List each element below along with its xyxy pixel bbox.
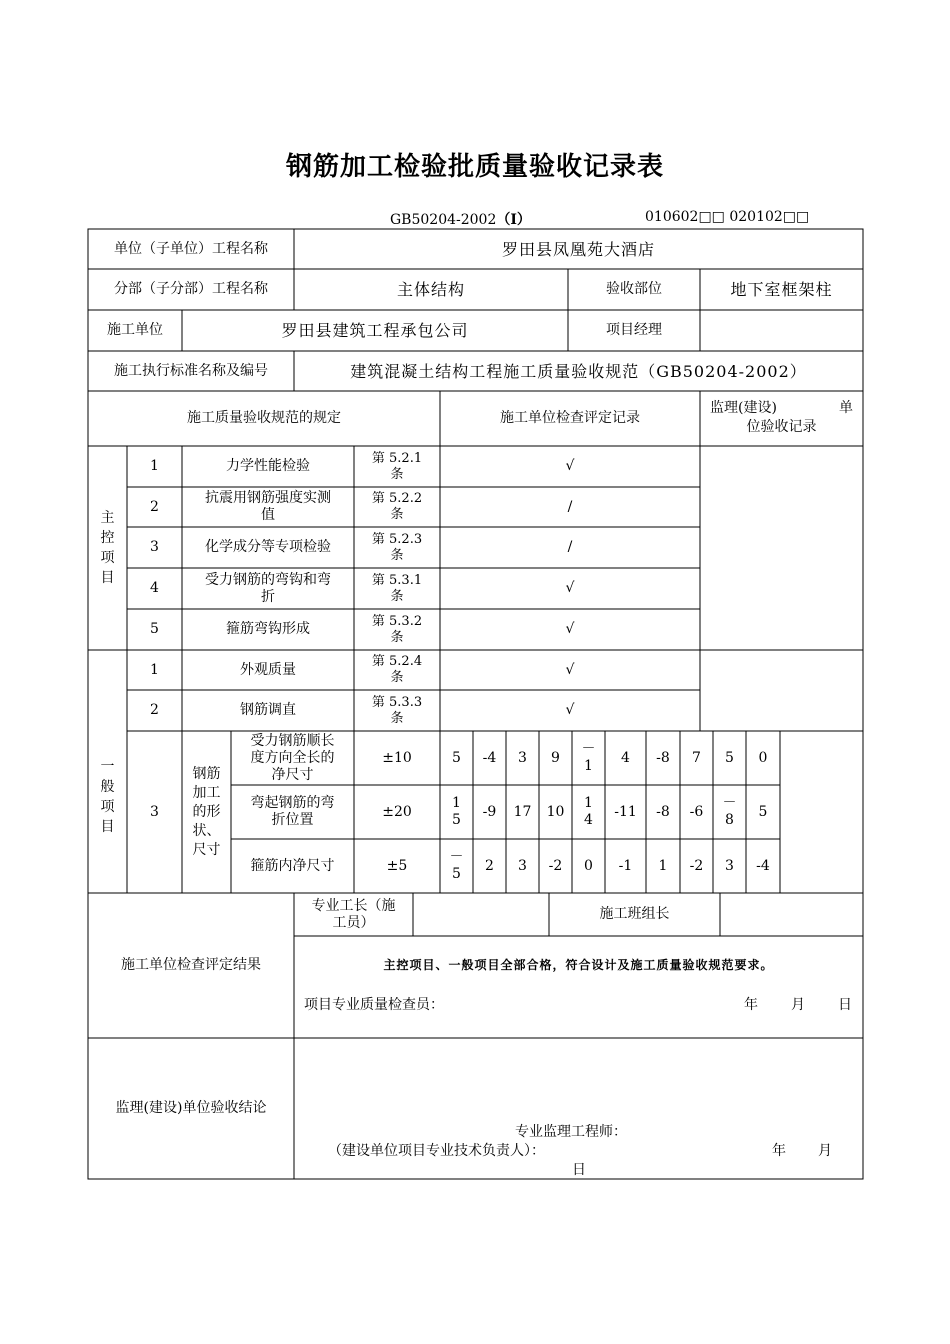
sub-value: 主体结构 [396,280,465,299]
part-value: 地下室框架柱 [730,280,833,299]
clause-line: 条 [390,466,404,482]
name-line: 受力钢筋的弯钩和弯 [205,571,331,588]
std-value: 建筑混凝土结构工程施工质量验收规范（GB50204-2002） [350,361,807,381]
dim-value-cell: -4 [756,857,770,874]
unit-label: 单位（子单位）工程名称 [114,240,268,257]
general-group-char: 项 [100,798,115,815]
result-day: 日 [838,996,852,1013]
main-item-result: / [567,539,573,555]
general-item-name: 外观质量 [240,661,296,678]
clause-line: 第 5.3.1 [371,572,423,588]
dim-value-cell: 3 [725,857,734,874]
main-item-name [182,487,354,527]
dim-value-cell: 4 [621,749,630,766]
main-item-name: 力学性能检验 [226,458,310,474]
foreman-label [294,893,413,936]
col-supervisor-c: 位验收记录 [746,419,817,435]
dim-item-group [182,731,231,893]
name-line: 净尺寸 [271,767,314,783]
col-supervisor [700,399,863,437]
unit-value: 罗田县凤凰苑大酒店 [501,239,655,259]
main-item-no: 1 [150,458,159,474]
supervision-year: 年 [772,1142,786,1159]
form-code: 010602□□ 020102□□ [645,209,810,225]
col-spec: 施工质量验收规范的规定 [187,410,341,426]
supervision-label: 监理(建设)单位验收结论 [115,1100,267,1116]
main-item-result: √ [565,458,575,474]
general-group-char: 一 [100,758,115,775]
dim-item-no: 3 [150,803,159,820]
main-item-name [182,568,354,609]
dim-value-cell: 17 [513,803,532,820]
main-item-clause [354,527,440,568]
dim-value-cell: -2 [689,857,704,874]
dim-value-cell: 5 [758,803,768,820]
dim-value-cell: 7 [692,749,701,766]
dim-value-cell: 3 [518,857,527,874]
main-item-no: 2 [150,498,159,515]
general-item-no: 2 [150,702,159,718]
general-group-char: 般 [100,778,115,795]
main-group-char: 主 [100,510,115,526]
clause-line: 条 [390,670,404,685]
dim-value-cell: 2 [485,857,494,874]
contractor-value: 罗田县建筑工程承包公司 [281,321,469,340]
col-supervisor-line1 [700,399,863,418]
clause-line: 第 5.2.1 [371,450,423,466]
supervision-day: 日 [572,1161,586,1178]
name-line: 受力钢筋顺长 [250,733,335,749]
result-label: 施工单位检查评定结果 [121,957,261,973]
main-item-no: 4 [150,580,159,596]
general-item-result: √ [565,702,575,718]
main-group-label [88,446,127,650]
name-line: 折 [261,588,275,605]
sub-label: 分部（子分部）工程名称 [114,281,268,297]
general-item-clause [354,650,440,690]
dim-value-cell: 0 [584,857,593,874]
clause-line: 第 5.2.4 [371,654,423,669]
clause-line: 条 [390,710,404,726]
foreman-line: 工员） [332,914,375,931]
main-item-name: 化学成分等专项检验 [205,539,331,555]
col-check: 施工单位检查评定记录 [500,410,640,426]
result-conclusion: 主控项目、一般项目全部合格，符合设计及施工质量验收规范要求。 [383,957,774,972]
dim-row-name [231,733,354,785]
inspector-label: 项目专业质量检查员： [304,996,444,1013]
name-line: 折位置 [271,812,314,828]
group-line: 钢筋 [192,765,221,782]
pm-label: 项目经理 [606,322,662,338]
dim-value-cell: -8 [656,749,670,766]
dim-value-cell: － 8 [722,795,737,828]
dim-value-cell: 5 [452,749,461,766]
group-line: 状、 [192,822,221,839]
main-group-char: 目 [100,570,115,586]
dim-value-cell: -4 [482,749,497,766]
general-item-clause [354,690,440,731]
name-line: 度方向全长的 [250,750,335,766]
main-group-char: 控 [100,530,115,546]
main-group-char: 项 [100,550,115,566]
main-item-clause [354,446,440,487]
dim-value-cell: 9 [551,749,560,766]
main-item-name: 箍筋弯钩形成 [226,621,310,637]
dim-value-cell: 5 [725,749,734,766]
supervision-owner-rep: （建设单位项目专业技术负责人）： [328,1142,545,1159]
foreman-line: 专业工长（施 [311,897,396,914]
main-item-no: 5 [150,621,159,637]
group-line: 加工 [192,784,221,801]
result-month: 月 [791,996,805,1013]
dim-value-cell: 0 [758,749,768,766]
clause-line: 条 [390,629,404,645]
col-supervisor-b: 单 [839,400,853,416]
supervision-engineer: 专业监理工程师： [515,1123,627,1140]
general-item-result: √ [565,661,575,678]
contractor-label: 施工单位 [107,322,163,338]
clause-line: 条 [390,547,404,563]
name-line: 抗震用钢筋强度实测 [205,490,331,506]
dim-value-cell: 10 [546,803,565,820]
main-item-clause [354,487,440,527]
dim-value-cell: 1 5 [452,795,461,828]
part-label: 验收部位 [606,281,662,297]
team-leader-label: 施工班组长 [599,906,670,922]
clause-line: 第 5.2.3 [371,531,423,547]
col-supervisor-a: 监理(建设) [710,400,777,416]
dim-value-cell: 3 [518,749,527,766]
main-item-result: √ [565,580,575,596]
dim-value-cell: － 5 [449,849,464,882]
clause-line: 第 5.3.3 [371,694,423,710]
dim-value-cell: -2 [548,857,563,874]
dim-value-cell: 1 4 [584,795,593,828]
clause-line: 第 5.2.2 [371,491,423,506]
dim-value-cell: － 1 [581,741,596,774]
clause-line: 条 [390,507,404,522]
main-item-clause [354,609,440,650]
dim-value-cell: -6 [689,803,704,820]
clause-line: 条 [390,588,404,604]
general-item-no: 1 [150,661,159,678]
general-group-label [88,650,127,893]
std-label: 施工执行标准名称及编号 [114,362,268,379]
general-item-name: 钢筋调直 [240,702,296,718]
name-line: 值 [261,507,275,523]
dim-row-tol: ±10 [382,749,412,766]
dim-value-cell: -9 [482,803,497,820]
standard-part: （I） [496,212,531,228]
standard-code-text: GB50204-2002 [390,212,497,228]
page-title: 钢筋加工检验批质量验收记录表 [285,152,664,182]
main-item-clause [354,568,440,609]
main-item-no: 3 [150,539,159,555]
dim-value-cell: -1 [618,857,633,874]
dim-value-cell: -8 [656,803,670,820]
supervision-month: 月 [818,1142,832,1159]
main-item-result: √ [565,621,575,637]
pm-value [700,310,863,351]
dim-row-tol: ±5 [386,857,408,874]
dim-row-name [231,785,354,839]
result-year: 年 [744,996,758,1013]
general-group-char: 目 [100,818,115,835]
dim-value-cell: 1 [658,857,668,874]
group-line: 的形 [192,803,221,820]
dim-row-name: 箍筋内净尺寸 [250,857,335,874]
group-line: 尺寸 [192,841,221,858]
main-item-result: / [567,498,573,515]
dim-row-tol: ±20 [382,803,412,820]
dim-value-cell: -11 [614,803,637,820]
clause-line: 第 5.3.2 [371,613,423,629]
name-line: 弯起钢筋的弯 [250,795,335,811]
